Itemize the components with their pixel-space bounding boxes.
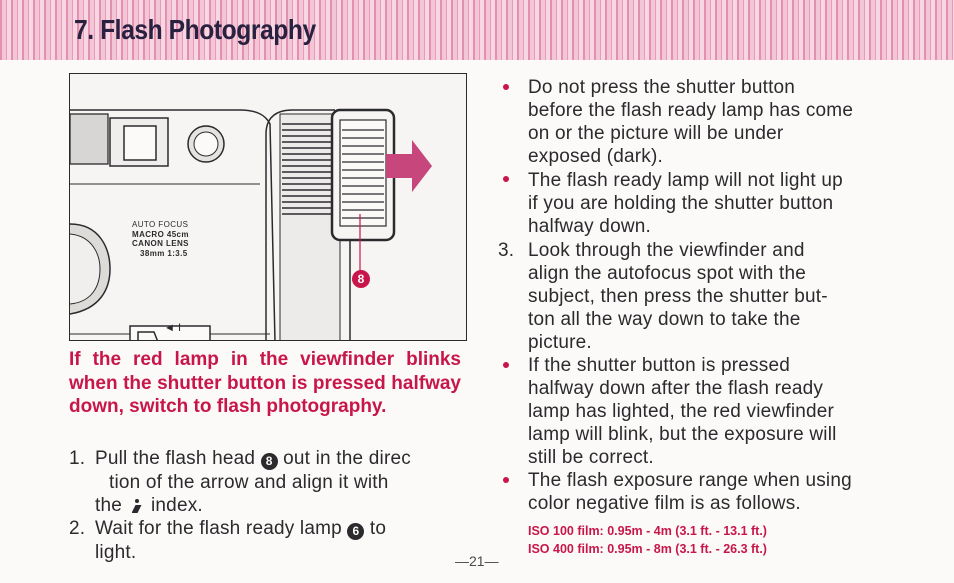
right-line: Do not press the shutter button [528,77,796,98]
step-1: 1. Pull the flash head 8 out in the direc tion of the arrow and align it with the index. [69,448,411,516]
callout-8: 8 [352,270,370,288]
right-line: before the flash ready lamp has come [528,100,854,121]
right-line: picture. [528,332,592,353]
lens-label: AUTO FOCUS MACRO 45cm CANON LENS 38mm 1:3.5 [132,220,189,258]
right-line: still be correct. [528,447,654,468]
camera-drawing [70,74,467,341]
right-line: halfway down. [528,216,652,237]
page-number: —21— [455,553,499,569]
step-3-number: 3. [498,240,515,261]
bullet-4 [503,477,509,483]
iso-400-range: ISO 400 film: 0.95m - 8m (3.1 ft. - 26.3 ft.) [528,542,767,556]
iso-100-range: ISO 100 film: 0.95m - 4m (3.1 ft. - 13.1 ft.) [528,524,767,538]
ref-6-icon: 6 [347,523,364,540]
right-line: If the shutter button is pressed [528,355,790,376]
right-line: halfway down after the flash ready [528,378,824,399]
bullet-2 [503,176,509,182]
right-line: exposed (dark). [528,146,664,167]
bullet-1 [503,84,509,90]
bullet-3 [503,362,509,368]
page-title: 7. Flash Photography [74,14,316,45]
right-line: subject, then press the shutter but- [528,286,828,307]
right-line: The flash ready lamp will not light up [528,170,843,191]
right-line: align the autofocus spot with the [528,263,807,284]
right-line: on or the picture will be under [528,123,784,144]
ref-8-icon: 8 [261,453,278,470]
step-2: 2. Wait for the flash ready lamp 6 to light. [69,518,387,563]
right-line: ton all the way down to take the [528,309,801,330]
camera-illustration [69,73,467,341]
right-line: Look through the viewfinder and [528,240,805,261]
warning-heading: If the red lamp in the viewfinder blinks when the shutter button is pressed halfway down, switch to flash photography. [69,349,461,417]
right-line: color negative film is as follows. [528,493,801,514]
right-line: lamp has lighted, the red viewfinder [528,401,835,422]
left-column [69,348,461,419]
flash-index-icon [132,499,142,513]
right-line: if you are holding the shutter button [528,193,834,214]
right-line: lamp will blink, but the exposure will [528,424,837,445]
index-mark: ◄ I [164,322,181,334]
right-line: The flash exposure range when using [528,470,852,491]
